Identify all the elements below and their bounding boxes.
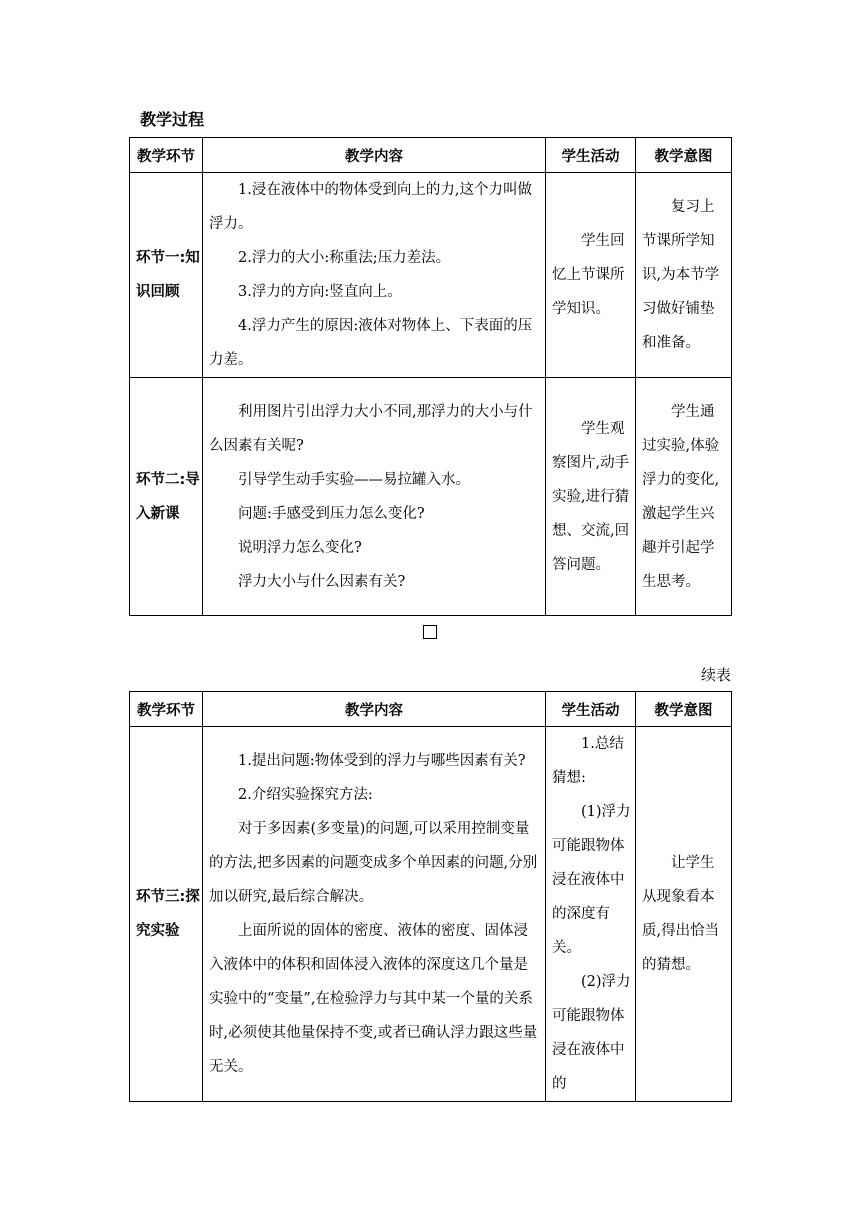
content-line: 说明浮力怎么变化? [238,539,362,556]
content-cell [203,378,546,616]
content-line: 对于多因素(多变量)的问题,可以采用控制变量的方法,把多因素的问题变成多个单因素的问题,分别加以研究,最后综合解决。 [209,821,538,905]
content-line: 3.浮力的方向:竖直向上。 [238,284,402,300]
header-stage: 教学环节 [130,138,203,173]
content-cell [203,727,546,1102]
content-line: 4.浮力产生的原因:液体对物体上、下表面的压力差。 [209,318,533,368]
header-intent: 教学意图 [636,138,732,173]
content-line: 利用图片引出浮力大小不同,那浮力的大小与什么因素有关呢? [209,403,533,454]
activity-line: (2)浮力可能跟物体浸在液体中的 [552,974,631,1092]
content-cell [203,173,546,378]
lesson-table [129,137,732,616]
header-stage: 教学环节 [130,692,203,727]
content-line: 1.浸在液体中的物体受到向上的力,这个力叫做浮力。 [209,182,532,232]
stage-cell: 环节二:导入新课 [130,378,203,616]
content-line: 问题:手感受到压力怎么变化? [238,505,425,522]
activity-line: (1)浮力可能跟物体浸在液体中的深度有关。 [552,804,631,956]
intent-line: 让学生从现象看本质,得出恰当的猜想。 [642,855,720,973]
stage-cell: 环节一:知识回顾 [130,173,203,378]
table-header-row [130,692,732,727]
checkbox-square-icon [423,625,437,639]
content-line: 2.介绍实验探究方法: [238,787,373,803]
table-row [130,173,732,378]
activity-cell [546,173,636,378]
lesson-table-continued [129,691,732,1102]
content-line: 浮力大小与什么因素有关? [238,573,406,590]
continuation-label: 续表 [700,666,731,684]
table-header-row [130,138,732,173]
header-content: 教学内容 [203,138,546,173]
content-line: 1.提出问题:物体受到的浮力与哪些因素有关? [238,753,526,769]
section-title: 教学过程 [140,110,205,129]
stage-cell: 环节三:探究实验 [130,727,203,1102]
intent-line: 学生通过实验,体验浮力的变化,激起学生兴趣并引起学生思考。 [642,403,720,590]
activity-line: 学生回忆上节课所学知识。 [552,233,625,317]
header-activity: 学生活动 [546,692,636,727]
header-content: 教学内容 [203,692,546,727]
content-line: 2.浮力的大小:称重法;压力差法。 [238,250,451,266]
table-row [130,727,732,1102]
activity-line: 学生观察图片,动手实验,进行猜想、交流,回答问题。 [552,420,630,573]
activity-cell [546,378,636,616]
intent-line: 复习上节课所学知识,为本节学习做好铺垫和准备。 [642,199,720,351]
intent-cell [636,378,732,616]
content-line: 引导学生动手实验——易拉罐入水。 [238,471,470,488]
header-activity: 学生活动 [546,138,636,173]
activity-line: 1.总结猜想: [552,736,624,786]
intent-cell [636,727,732,1102]
intent-cell [636,173,732,378]
content-line: 上面所说的固体的密度、液体的密度、固体浸入液体中的体积和固体浸入液体的深度这几个量是实验中的“变量”,在检验浮力与其中某一个量的关系时,必须使其他量保持不变,或者已确认浮力跟这些量无关。 [209,923,538,1075]
activity-cell [546,727,636,1102]
header-intent: 教学意图 [636,692,732,727]
table-row [130,378,732,616]
